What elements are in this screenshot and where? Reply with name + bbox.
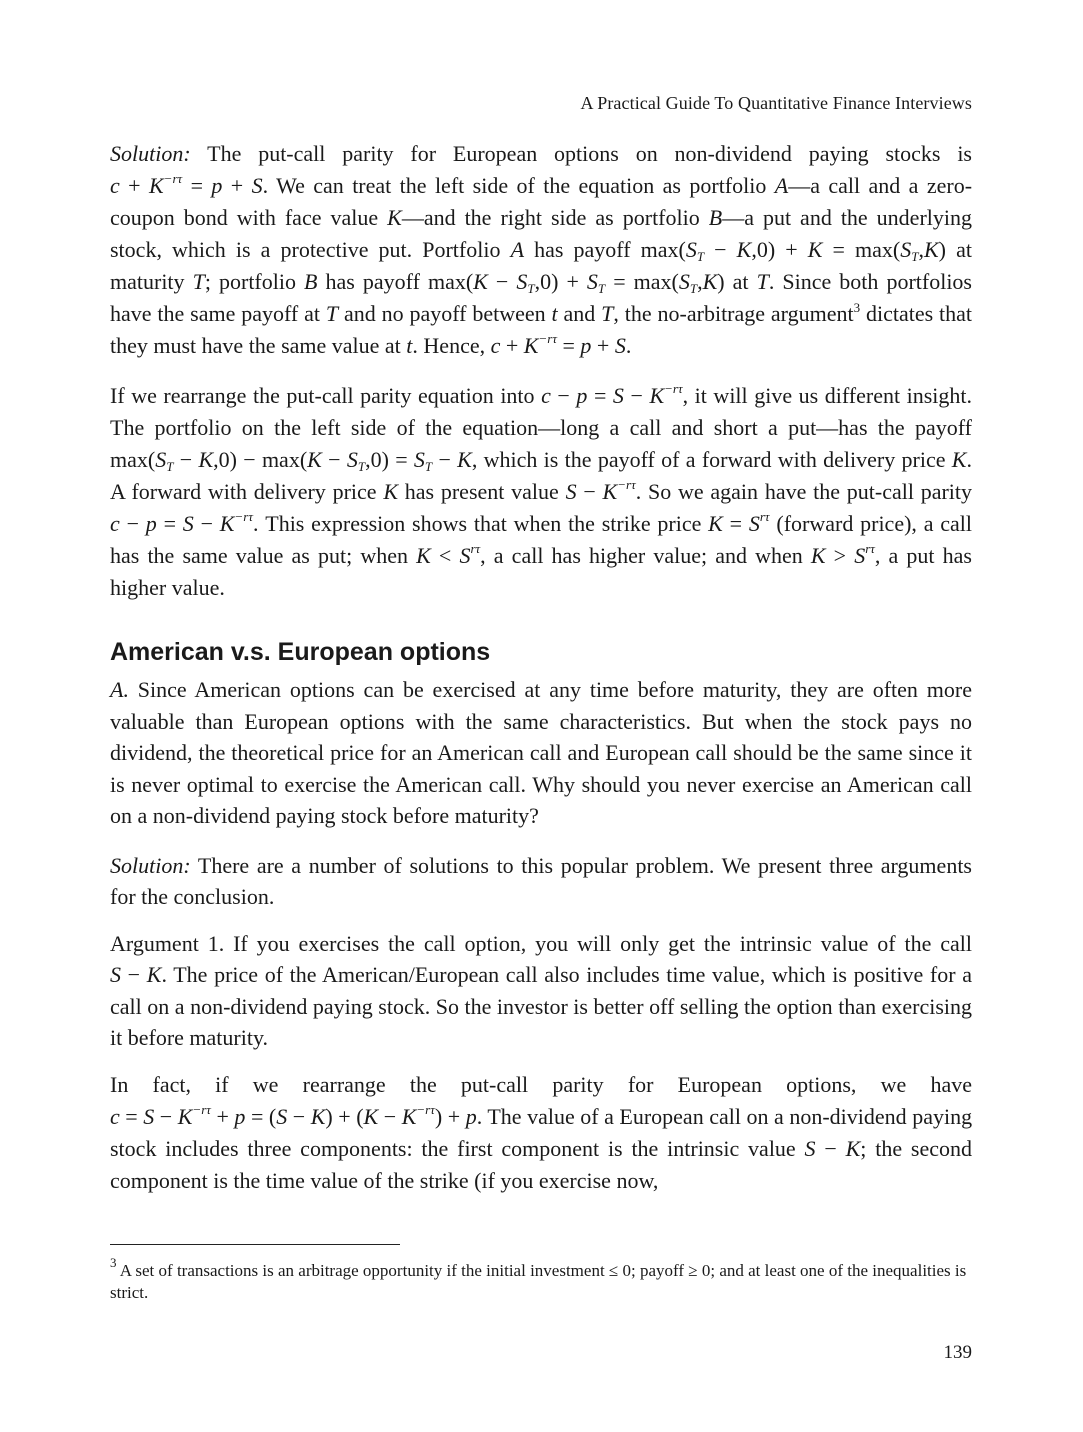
equation-payoff-b: $\max(K - S_T,0) + S_T = \max(S_T,K)$: [427, 269, 725, 296]
section-heading: American v.s. European options: [110, 638, 491, 666]
footnote-divider: [110, 1244, 400, 1245]
problem-label: A.: [110, 677, 129, 702]
equation-intrinsic-2: S − K: [804, 1135, 861, 1161]
problem-statement: A. Since American options can be exercised at any time before maturity, they are often more valuable than European options with the same characteristics. But when the stock pays no dividend, the theoretical price for an American call and European call should be the same since it is never optimal to exercise the American call. Why should you never exercise an American call on a non-dividend paying stock before maturity?: [110, 677, 972, 828]
rearranged-parity-paragraph: If we rearrange the put-call parity equation into $c - p = S - K^{-r\tau}$, it will give us different insight. The portfolio on the left side of the equation—long a call and short a put—has the payoff $\max(S_T - K,0) - \max(K - S_T,0) = S_T - K$, which is the payoff of a forward with delivery price K. A forward with delivery price K has present value $S - K^{-r\tau}$. So we again have the put-call parity $c - p = S - K^{-r\tau}$. This expression shows that when the strike price $K = S^{r\tau}$ (forward price), a call has the same value as put; when $K < S^{r\tau}$, a call has higher value; and when $K > S^{r\tau}$, a put has higher value.: [110, 381, 973, 600]
equation-parity-repeat: $c + K^{-r\tau} = p + S$: [490, 331, 626, 358]
solution-label: Solution:: [110, 141, 191, 166]
equation-k-less: $K < S^{r\tau}$: [416, 541, 481, 568]
equation-forward-payoff: $\max(S_T - K,0) - \max(K - S_T,0) = S_T - K$: [110, 447, 472, 474]
solution-label-2: Solution:: [110, 852, 191, 878]
argument-1-paragraph: Argument 1. If you exercises the call option, you will only get the intrinsic value of the call S − K. The price of the American/European call also includes time value, which is positive for a call on a non-dividend paying stock. So the investor is better off selling the option than exercising it before maturity.: [110, 930, 973, 1050]
equation-payoff-a: $\max(S_T - K,0) + K = \max(S_T,K)$: [640, 237, 946, 264]
running-header: A Practical Guide To Quantitative Finance Interviews: [580, 93, 972, 113]
page-body: [110, 138, 972, 1197]
footnote-reference[interactable]: 3: [853, 300, 861, 315]
footnote: $^3$ A set of transactions is an arbitrage opportunity if the initial investment ≤ 0; payoff ≥ 0; and at least one of the inequalities is strict.: [110, 1255, 967, 1302]
equation-forward-pv: $S - K^{-r\tau}$: [565, 477, 636, 504]
equation-parity: $c + K^{-r\tau} = p + S$: [110, 171, 263, 198]
equation-parity-again: $c - p = S - K^{-r\tau}$: [110, 509, 253, 536]
decomposition-paragraph: In fact, if we rearrange the put-call parity for European options, we have $c = S - K^{-r\tau} + p = (S - K) + (K - K^{-r\tau}) + p$. The value of a European call on a non-dividend paying stock includes three components: the first component is the intrinsic value S − K; the second component is the time value of the strike (if you exercise now,: [110, 1071, 973, 1193]
solution-intro-paragraph: Solution: There are a number of solutions to this popular problem. We present three arguments for the conclusion.: [110, 852, 972, 909]
equation-intrinsic: S − K: [110, 962, 162, 987]
solution-paragraph-put-call-parity: Solution: The put-call parity for European options on non-dividend paying stocks is $c + K^{-r\tau} = p + S$. We can treat the left side of the equation as portfolio A—a call and a zero-coupon bond with face value K—and the right side as portfolio B—a put and the underlying stock, which is a protective put. Portfolio A has payoff $\max(S_T - K,0) + K = \max(S_T,K)$ at maturity T; portfolio B has payoff $\max(K - S_T,0) + S_T = \max(S_T,K)$ at T. Since both portfolios have the same payoff at T and no payoff between t and T, the no-arbitrage argument$^3$ dictates that they must have the same value at t. Hence, $c + K^{-r\tau} = p + S$.: [110, 141, 973, 358]
footnote-number: 3: [110, 1255, 117, 1270]
equation-decomposition: $c = S - K^{-r\tau} + p = (S - K) + (K - K^{-r\tau}) + p$: [110, 1101, 477, 1129]
equation-k-greater: $K > S^{r\tau}$: [810, 541, 875, 568]
equation-k-equals: $K = S^{r\tau}$: [708, 509, 770, 536]
equation-rearranged: $c - p = S - K^{-r\tau}$: [541, 381, 683, 408]
page-number: 139: [943, 1342, 972, 1363]
